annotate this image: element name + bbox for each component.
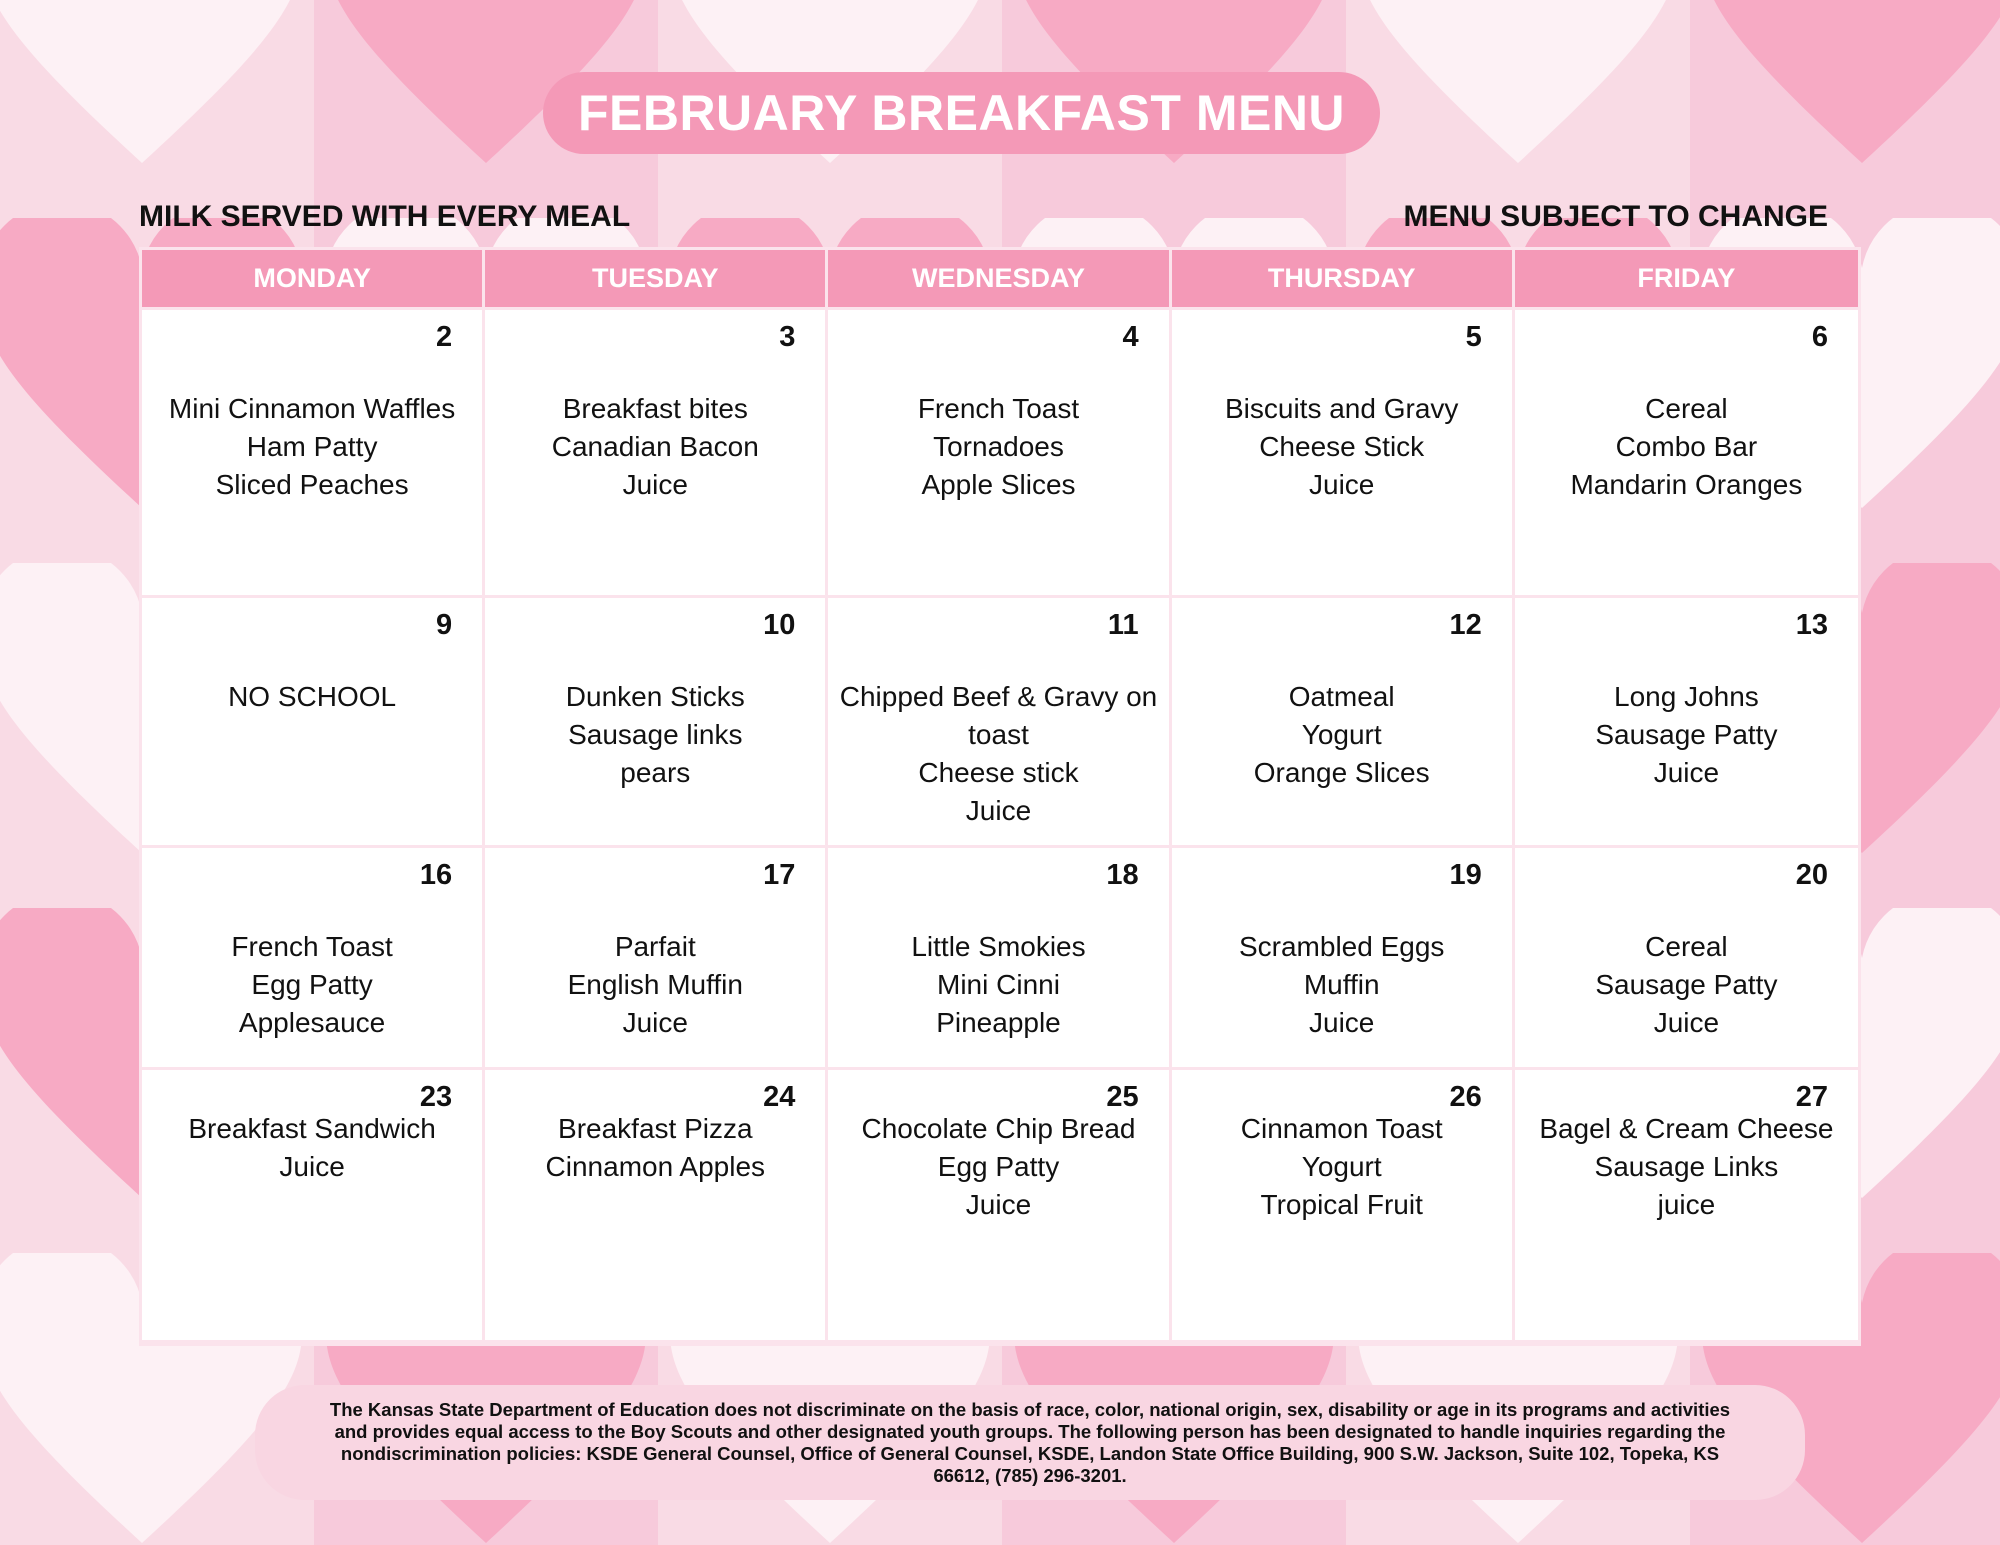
date-number: 10	[763, 609, 796, 641]
background-tile	[0, 0, 314, 165]
menu-item: Parfait	[614, 931, 696, 962]
menu-item: Canadian Bacon	[551, 431, 759, 462]
day-header-thursday: THURSDAY	[1172, 250, 1515, 310]
menu-item: Cereal	[1645, 393, 1728, 424]
day-cell	[1515, 848, 1858, 1070]
day-cell	[142, 598, 485, 848]
day-header-monday: MONDAY	[142, 250, 485, 310]
menu-item: Sausage links	[568, 719, 743, 750]
menu-item: Cheese Stick	[1259, 431, 1425, 462]
day-cell	[1172, 1070, 1515, 1343]
date-number: 24	[763, 1081, 796, 1113]
menu-item: Dunken Sticks	[565, 681, 745, 712]
date-number: 6	[1811, 321, 1828, 353]
menu-item: Long Johns	[1614, 681, 1759, 712]
day-cell	[828, 598, 1171, 848]
day-cell	[485, 310, 828, 598]
date-number: 20	[1795, 859, 1828, 891]
change-note: MENU SUBJECT TO CHANGE	[1403, 200, 1828, 233]
menu-item: Cinnamon Toast	[1240, 1113, 1443, 1144]
menu-item: NO SCHOOL	[228, 681, 397, 712]
menu-item: Egg Patty	[937, 1151, 1060, 1182]
menu-item: Juice	[1653, 757, 1720, 788]
day-cell	[1515, 1070, 1858, 1343]
menu-items	[1172, 310, 1512, 504]
menu-item: Applesauce	[238, 1007, 386, 1038]
menu-item: Muffin	[1303, 969, 1380, 1000]
menu-item: Mini Cinni	[937, 969, 1060, 1000]
menu-item: English Muffin	[567, 969, 743, 1000]
menu-item: Egg Patty	[251, 969, 373, 1000]
nondiscrimination-footer: The Kansas State Department of Education does not discriminate on the basis of race, color, national origin, sex, disability or age in its programs and activities and provides equal access to the Boy Scouts and other designated youth groups. The following person has been designated to handle inquiries regarding the nondiscrimination policies: KSDE General Counsel, Office of General Counsel, KSDE, Landon State Office Building, 900 S.W. Jackson, Suite 102, Topeka, KS 66612, (785) 296-3201.	[255, 1385, 1805, 1500]
day-cell	[828, 310, 1171, 598]
menu-item: Juice	[1653, 1007, 1720, 1038]
menu-item: Breakfast Sandwich	[188, 1113, 436, 1144]
menu-item: Ham Patty	[246, 431, 378, 462]
menu-item: pears	[620, 757, 691, 788]
day-cell	[828, 848, 1171, 1070]
menu-item: Sausage Patty	[1595, 719, 1778, 750]
milk-note: MILK SERVED WITH EVERY MEAL	[139, 200, 631, 233]
date-number: 18	[1106, 859, 1139, 891]
date-number: 3	[779, 321, 796, 353]
menu-items	[1515, 310, 1858, 504]
date-number: 19	[1449, 859, 1482, 891]
menu-item: French Toast	[917, 393, 1080, 424]
menu-item: Apple Slices	[921, 469, 1076, 500]
day-header-friday: FRIDAY	[1515, 250, 1858, 310]
menu-item: Juice	[279, 1151, 345, 1182]
date-number: 27	[1795, 1081, 1828, 1113]
menu-item: Oatmeal	[1288, 681, 1395, 712]
menu-item: Biscuits and Gravy	[1224, 393, 1459, 424]
menu-item: toast	[968, 719, 1029, 750]
date-number: 25	[1106, 1081, 1139, 1113]
menu-items	[485, 310, 825, 504]
date-number: 11	[1107, 609, 1139, 641]
heart-icon	[1358, 0, 1678, 165]
date-number: 17	[763, 859, 796, 891]
day-cell	[1172, 598, 1515, 848]
day-cell	[485, 598, 828, 848]
menu-item: Cheese stick	[918, 757, 1079, 788]
menu-item: Juice	[965, 1189, 1032, 1220]
day-cell	[1515, 310, 1858, 598]
menu-item: Bagel & Cream Cheese	[1539, 1113, 1834, 1144]
date-number: 13	[1795, 609, 1828, 641]
menu-item: French Toast	[231, 931, 393, 962]
day-cell	[1515, 598, 1858, 848]
date-number: 26	[1449, 1081, 1482, 1113]
day-cell	[1172, 848, 1515, 1070]
menu-item: Mini Cinnamon Waffles	[168, 393, 456, 424]
menu-item: Yogurt	[1301, 1151, 1382, 1182]
menu-item: Chocolate Chip Bread	[861, 1113, 1136, 1144]
day-cell	[142, 1070, 485, 1343]
date-number: 5	[1465, 321, 1482, 353]
menu-item: Cinnamon Apples	[545, 1151, 766, 1182]
menu-item: Sliced Peaches	[215, 469, 409, 500]
menu-item: Orange Slices	[1253, 757, 1430, 788]
menu-item: Breakfast Pizza	[558, 1113, 753, 1144]
menu-item: Chipped Beef & Gravy on	[839, 681, 1158, 712]
day-header-tuesday: TUESDAY	[485, 250, 828, 310]
day-cell	[828, 1070, 1171, 1343]
menu-item: Combo Bar	[1615, 431, 1758, 462]
date-number: 2	[436, 321, 453, 353]
menu-item: Tropical Fruit	[1260, 1189, 1423, 1220]
menu-item: Juice	[1309, 469, 1375, 500]
day-cell	[142, 848, 485, 1070]
day-header-wednesday: WEDNESDAY	[828, 250, 1171, 310]
menu-items	[142, 598, 482, 716]
menu-item: Sausage Patty	[1595, 969, 1778, 1000]
menu-item: Mandarin Oranges	[1570, 469, 1803, 500]
menu-item: juice	[1657, 1189, 1716, 1220]
day-cell	[485, 1070, 828, 1343]
heart-icon	[1702, 0, 2000, 165]
menu-item: Juice	[965, 795, 1032, 826]
menu-item: Juice	[1309, 1007, 1375, 1038]
background-tile	[1346, 0, 1690, 165]
menu-items	[828, 310, 1168, 504]
day-cell	[485, 848, 828, 1070]
date-number: 9	[436, 609, 453, 641]
menu-item: Tornadoes	[933, 431, 1064, 462]
menu-item: Breakfast bites	[562, 393, 748, 424]
menu-calendar	[139, 247, 1861, 1346]
page-title: FEBRUARY BREAKFAST MENU	[543, 72, 1380, 154]
menu-item: Cereal	[1645, 931, 1728, 962]
menu-item: Scrambled Eggs	[1238, 931, 1445, 962]
menu-item: Juice	[622, 469, 688, 500]
date-number: 16	[419, 859, 453, 891]
heart-icon	[0, 0, 302, 165]
menu-item: Sausage Links	[1594, 1151, 1779, 1182]
menu-item: Little Smokies	[911, 931, 1086, 962]
menu-item: Juice	[622, 1007, 688, 1038]
date-number: 4	[1122, 321, 1139, 353]
menu-items	[142, 310, 482, 504]
menu-item: Pineapple	[936, 1007, 1061, 1038]
day-cell	[1172, 310, 1515, 598]
menu-item: Yogurt	[1301, 719, 1382, 750]
day-cell	[142, 310, 485, 598]
date-number: 23	[419, 1081, 453, 1113]
background-tile	[1690, 0, 2000, 165]
date-number: 12	[1449, 609, 1482, 641]
